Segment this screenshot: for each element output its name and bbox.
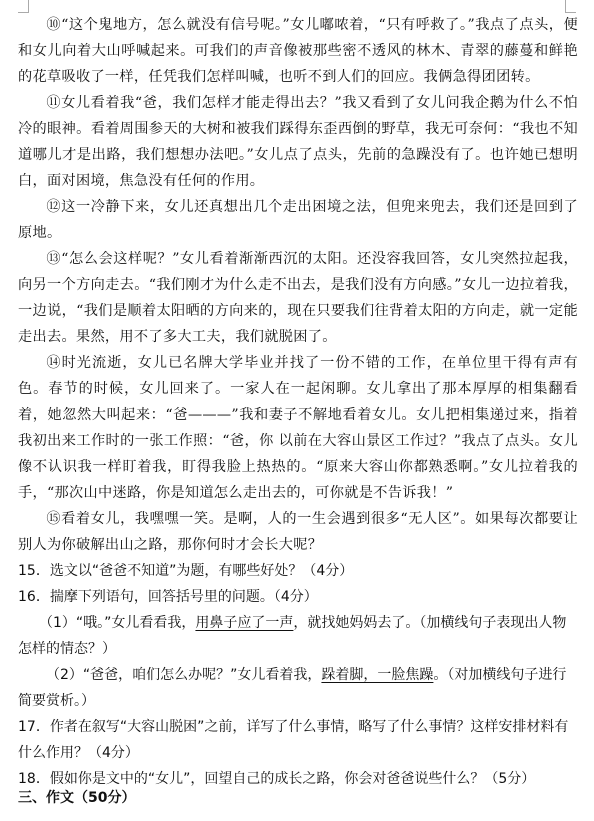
paragraph-11: ⑪女儿看着我“爸，我们怎样才能走得出去？”我又看到了女儿问我企鹅为什么不怕冷的眼神。看着周围参天的大树和被我们踩得东歪西倒的野草，我无可奈何：“我也不知道哪儿才是出路，我们想想办法吧。”女儿点了点头，先前的急躁没有了。也许她已想明白，面对困境，焦急没有任何的作用。 xyxy=(18,95,578,189)
paragraph-12: ⑫这一冷静下来，女儿还真想出几个走出困境之法，但兜来兜去，我们还是回到了原地。 xyxy=(18,199,578,241)
question-16-1-text: （1）“哦。”女儿看看我， xyxy=(39,615,196,631)
question-15: 15．选文以“爸爸不知道”为题，有哪些好处？（4分） xyxy=(18,563,354,579)
paragraph-13: ⑬“怎么会这样呢？”女儿看着渐渐西沉的太阳。还没容我回答，女儿突然拉起我，向另一个方向走去。“我们刚才为什么走不出去，是我们没有方向感。”女儿一边拉着我，一边说，“我们是顺着太阳晒的方向来的，现在只要我们往背着太阳的方向走，就一定能走出去。果然，用不了多大工夫，我们就脱困了。 xyxy=(18,251,578,345)
paragraph-10: ⑩“这个鬼地方，怎么就没有信号呢。”女儿嘟哝着，“只有呼救了。”我点了点头，便和女儿向着大山呼喊起来。可我们的声音像被那些密不透风的林木、青翠的藤蔓和鲜艳的花草吸收了一样，任凭我们怎样叫喊，也听不到人们的回应。我俩急得团团转。 xyxy=(18,17,578,85)
underlined-sentence-2: 跺着脚，一脸焦躁 xyxy=(321,667,434,683)
question-16-2-prompt: 。（对加横线句子进行简要赏析。） xyxy=(18,667,567,709)
paragraph-15: ⑮看着女儿，我嘿嘿一笑。是啊，人的一生会遇到很多“无人区”。如果每次都要让别人为你破解出山之路，那你何时才会长大呢？ xyxy=(18,511,578,553)
question-16-2 xyxy=(18,662,578,714)
paragraph-14: ⑭时光流逝，女儿已名牌大学毕业并找了一份不错的工作，在单位里干得有声有色。春节的时候，女儿回来了。一家人在一起闲聊。女儿拿出了那本厚厚的相集翻看着，她忽然大叫起来：“爸———”我和妻子不解地看着女儿。女儿把相集递过来，指着我初出来工作时的一张工作照：“爸，你 以前在大容山景区工作过？”我点了点头。女儿像不认识我一样盯着我，盯得我脸上热热的。“原来大容山你都熟悉啊。”女儿拉着我的手，“那次山中迷路，你是知道怎么走出去的，可你就是不告诉我！” xyxy=(18,355,578,501)
underlined-sentence-1: 用鼻子应了一声 xyxy=(195,615,294,631)
question-16: 16．揣摩下列语句，回答括号里的问题。（4分） xyxy=(18,589,318,605)
question-16-1 xyxy=(18,610,578,662)
question-18: 18．假如你是文中的“女儿”，回望自己的成长之路，你会对爸爸说些什么？（5分） xyxy=(18,771,536,787)
section-heading-essay: 三、作文（50分） xyxy=(18,790,136,806)
question-16-2-text: （2）“爸爸，咱们怎么办呢？”女儿看着我， xyxy=(46,667,322,683)
question-16-1-prompt: ，就找她妈妈去了。（加横线句子表现出人物怎样的情态？） xyxy=(18,615,567,657)
document-page xyxy=(18,12,578,792)
question-17: 17．作者在叙写“大容山脱困”之前，详写了什么事情，略写了什么事情？这样安排材料有什么作用？（4分） xyxy=(18,719,569,761)
